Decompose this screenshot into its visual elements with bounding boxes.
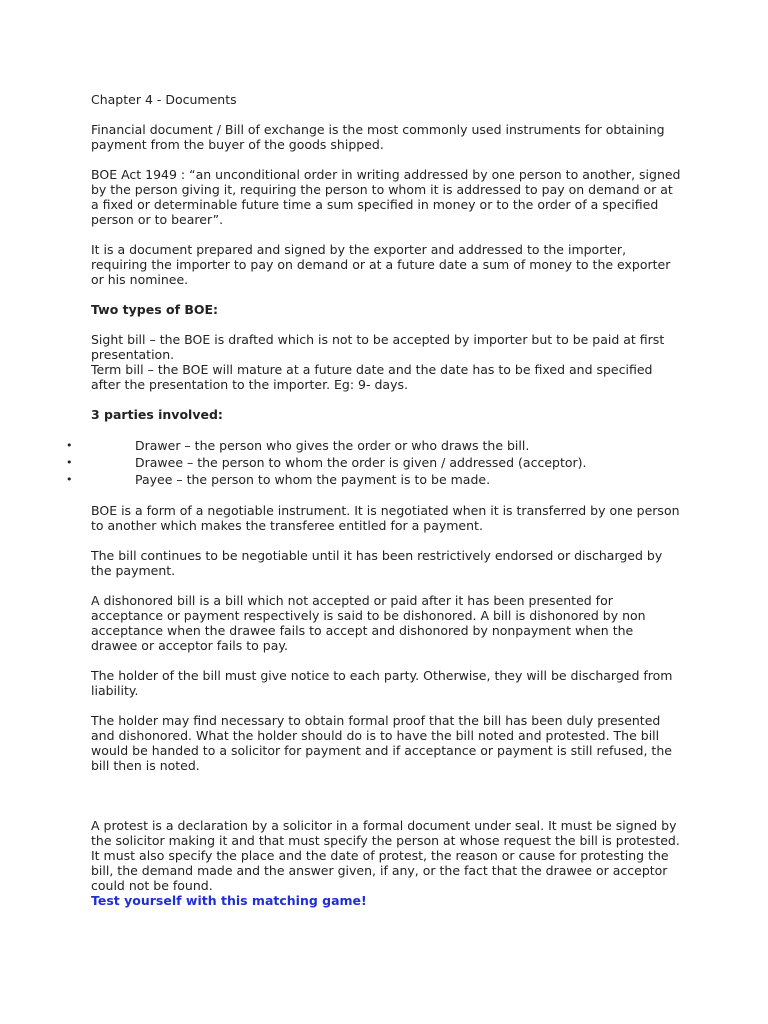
bullet-icon: • xyxy=(66,473,73,486)
dishonored-paragraph: A dishonored bill is a bill which not accepted or paid after it has been presented for acceptance or payment respectively is said to be dishonored. A bill is dishonored by non acceptance when the drawee fails to accept and dishonored by nonpayment when the drawee or acceptor fails to pay. xyxy=(91,593,646,653)
chapter-title: Chapter 4 - Documents xyxy=(91,92,237,107)
matching-game-link[interactable]: Test yourself with this matching game! xyxy=(91,893,367,908)
negotiable-paragraph: BOE is a form of a negotiable instrument. It is negotiated when it is transferred by one person to another which makes the transferee entitled for a payment. xyxy=(91,503,680,533)
protest-paragraph: A protest is a declaration by a solicitor in a formal document under seal. It must be signed by the solicitor making it and that must specify the person at whose request the bill is protested. It must also specify the place and the date of protest, the reason or cause for protesting the bill, the demand made and the answer given, if any, or the fact that the drawee or acceptor could not be found. xyxy=(91,818,680,893)
party-drawer: Drawer – the person who gives the order or who draws the bill. xyxy=(135,438,530,453)
sight-bill-paragraph: Sight bill – the BOE is drafted which is not to be accepted by importer but to be paid at first presentation. xyxy=(91,332,665,362)
bullet-icon: • xyxy=(66,456,73,469)
bullet-icon: • xyxy=(66,439,73,452)
party-drawee: Drawee – the person to whom the order is given / addressed (acceptor). xyxy=(135,455,587,470)
intro-paragraph: Financial document / Bill of exchange is the most commonly used instruments for obtaining payment from the buyer of the goods shipped. xyxy=(91,122,665,152)
notice-paragraph: The holder of the bill must give notice to each party. Otherwise, they will be discharged from liability. xyxy=(91,668,673,698)
definition-paragraph: It is a document prepared and signed by the exporter and addressed to the importer, requiring the importer to pay on demand or at a future date a sum of money to the exporter or his nominee. xyxy=(91,242,671,287)
spacer xyxy=(91,773,681,818)
list-item xyxy=(0,471,681,488)
term-bill-paragraph: Term bill – the BOE will mature at a future date and the date has to be fixed and specified after the presentation to the importer. Eg: 9- days. xyxy=(91,362,653,392)
two-types-heading: Two types of BOE: xyxy=(91,302,219,317)
party-payee: Payee – the person to whom the payment is to be made. xyxy=(135,472,491,487)
parties-list xyxy=(0,437,681,488)
list-item xyxy=(0,437,681,454)
list-item xyxy=(0,454,681,471)
parties-heading: 3 parties involved: xyxy=(91,407,223,422)
boe-act-paragraph: BOE Act 1949 : “an unconditional order in writing addressed by one person to another, signed by the person giving it, requiring the person to whom it is addressed to pay on demand or at a fixed or determinable future time a sum specified in money or to the order of a specified person or to bearer”. xyxy=(91,167,681,227)
proof-paragraph: The holder may find necessary to obtain formal proof that the bill has been duly presented and dishonored. What the holder should do is to have the bill noted and protested. The bill would be handed to a solicitor for payment and if acceptance or payment is still refused, the bill then is noted. xyxy=(91,713,672,773)
continues-paragraph: The bill continues to be negotiable until it has been restrictively endorsed or discharged by the payment. xyxy=(91,548,663,578)
document-page xyxy=(66,92,681,908)
